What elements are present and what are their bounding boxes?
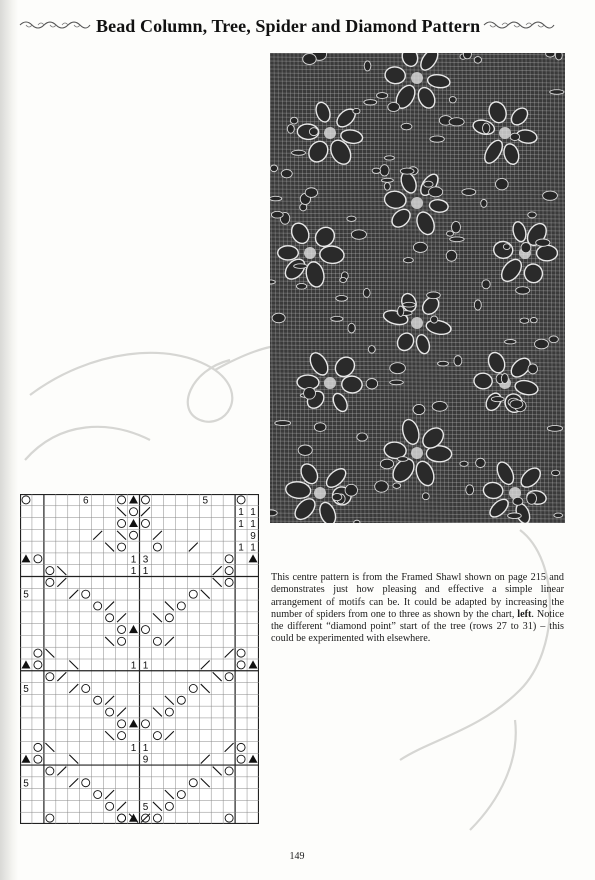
chart-row-number: 3 (142, 554, 149, 566)
knitting-chart (20, 494, 259, 824)
chart-row-number: 1 (238, 542, 244, 554)
chart-row-number: 9 (142, 754, 149, 766)
chart-row-number: 1 (130, 554, 137, 566)
page-gutter-shadow (0, 0, 18, 880)
chart-row-number: 1 (250, 507, 256, 519)
chart-row-number: 5 (23, 778, 29, 790)
chart-row-number: 1 (238, 518, 244, 530)
chart-row-number: 9 (250, 530, 256, 542)
chart-row-number: 1 (142, 742, 149, 754)
page-header (0, 12, 595, 42)
chart-row-number: 1 (142, 660, 149, 672)
page-number: 149 (289, 851, 305, 862)
chart-row-number: 1 (130, 566, 137, 578)
lace-texture (270, 53, 565, 523)
chart-row-number: 5 (202, 495, 209, 507)
pattern-description (271, 572, 564, 646)
lace-swatch-photo (270, 53, 565, 523)
chart-grid (20, 494, 259, 824)
left-flourish-icon (18, 18, 92, 32)
page-title: Bead Column, Tree, Spider and Diamond Pattern (96, 16, 481, 36)
caption-bold-word: left (517, 608, 532, 620)
chart-row-number: 1 (130, 742, 137, 754)
chart-row-number: 1 (250, 518, 256, 530)
chart-row-number: 5 (23, 589, 29, 601)
caption-text-end: . Notice the different “diamond point” start of the tree (rows 27 to 31) – this could be experimented with elsewhere. (271, 608, 564, 645)
chart-row-number: 1 (238, 507, 244, 519)
chart-row-number: 1 (250, 542, 256, 554)
chart-row-number: 6 (82, 495, 89, 507)
chart-row-number: 1 (142, 566, 149, 578)
chart-row-number: 5 (23, 683, 29, 695)
chart-row-number: 1 (130, 660, 137, 672)
chart-row-number: 5 (142, 801, 149, 813)
right-flourish-icon (482, 18, 556, 32)
caption-text-start: This centre pattern is from the Framed Shawl shown on page 215 and demonstrates just how pleasing and effective a simple linear arrangement of motifs can be. It could be adapted by increasing the number of spiders from one to three as shown by the chart, (271, 572, 564, 620)
